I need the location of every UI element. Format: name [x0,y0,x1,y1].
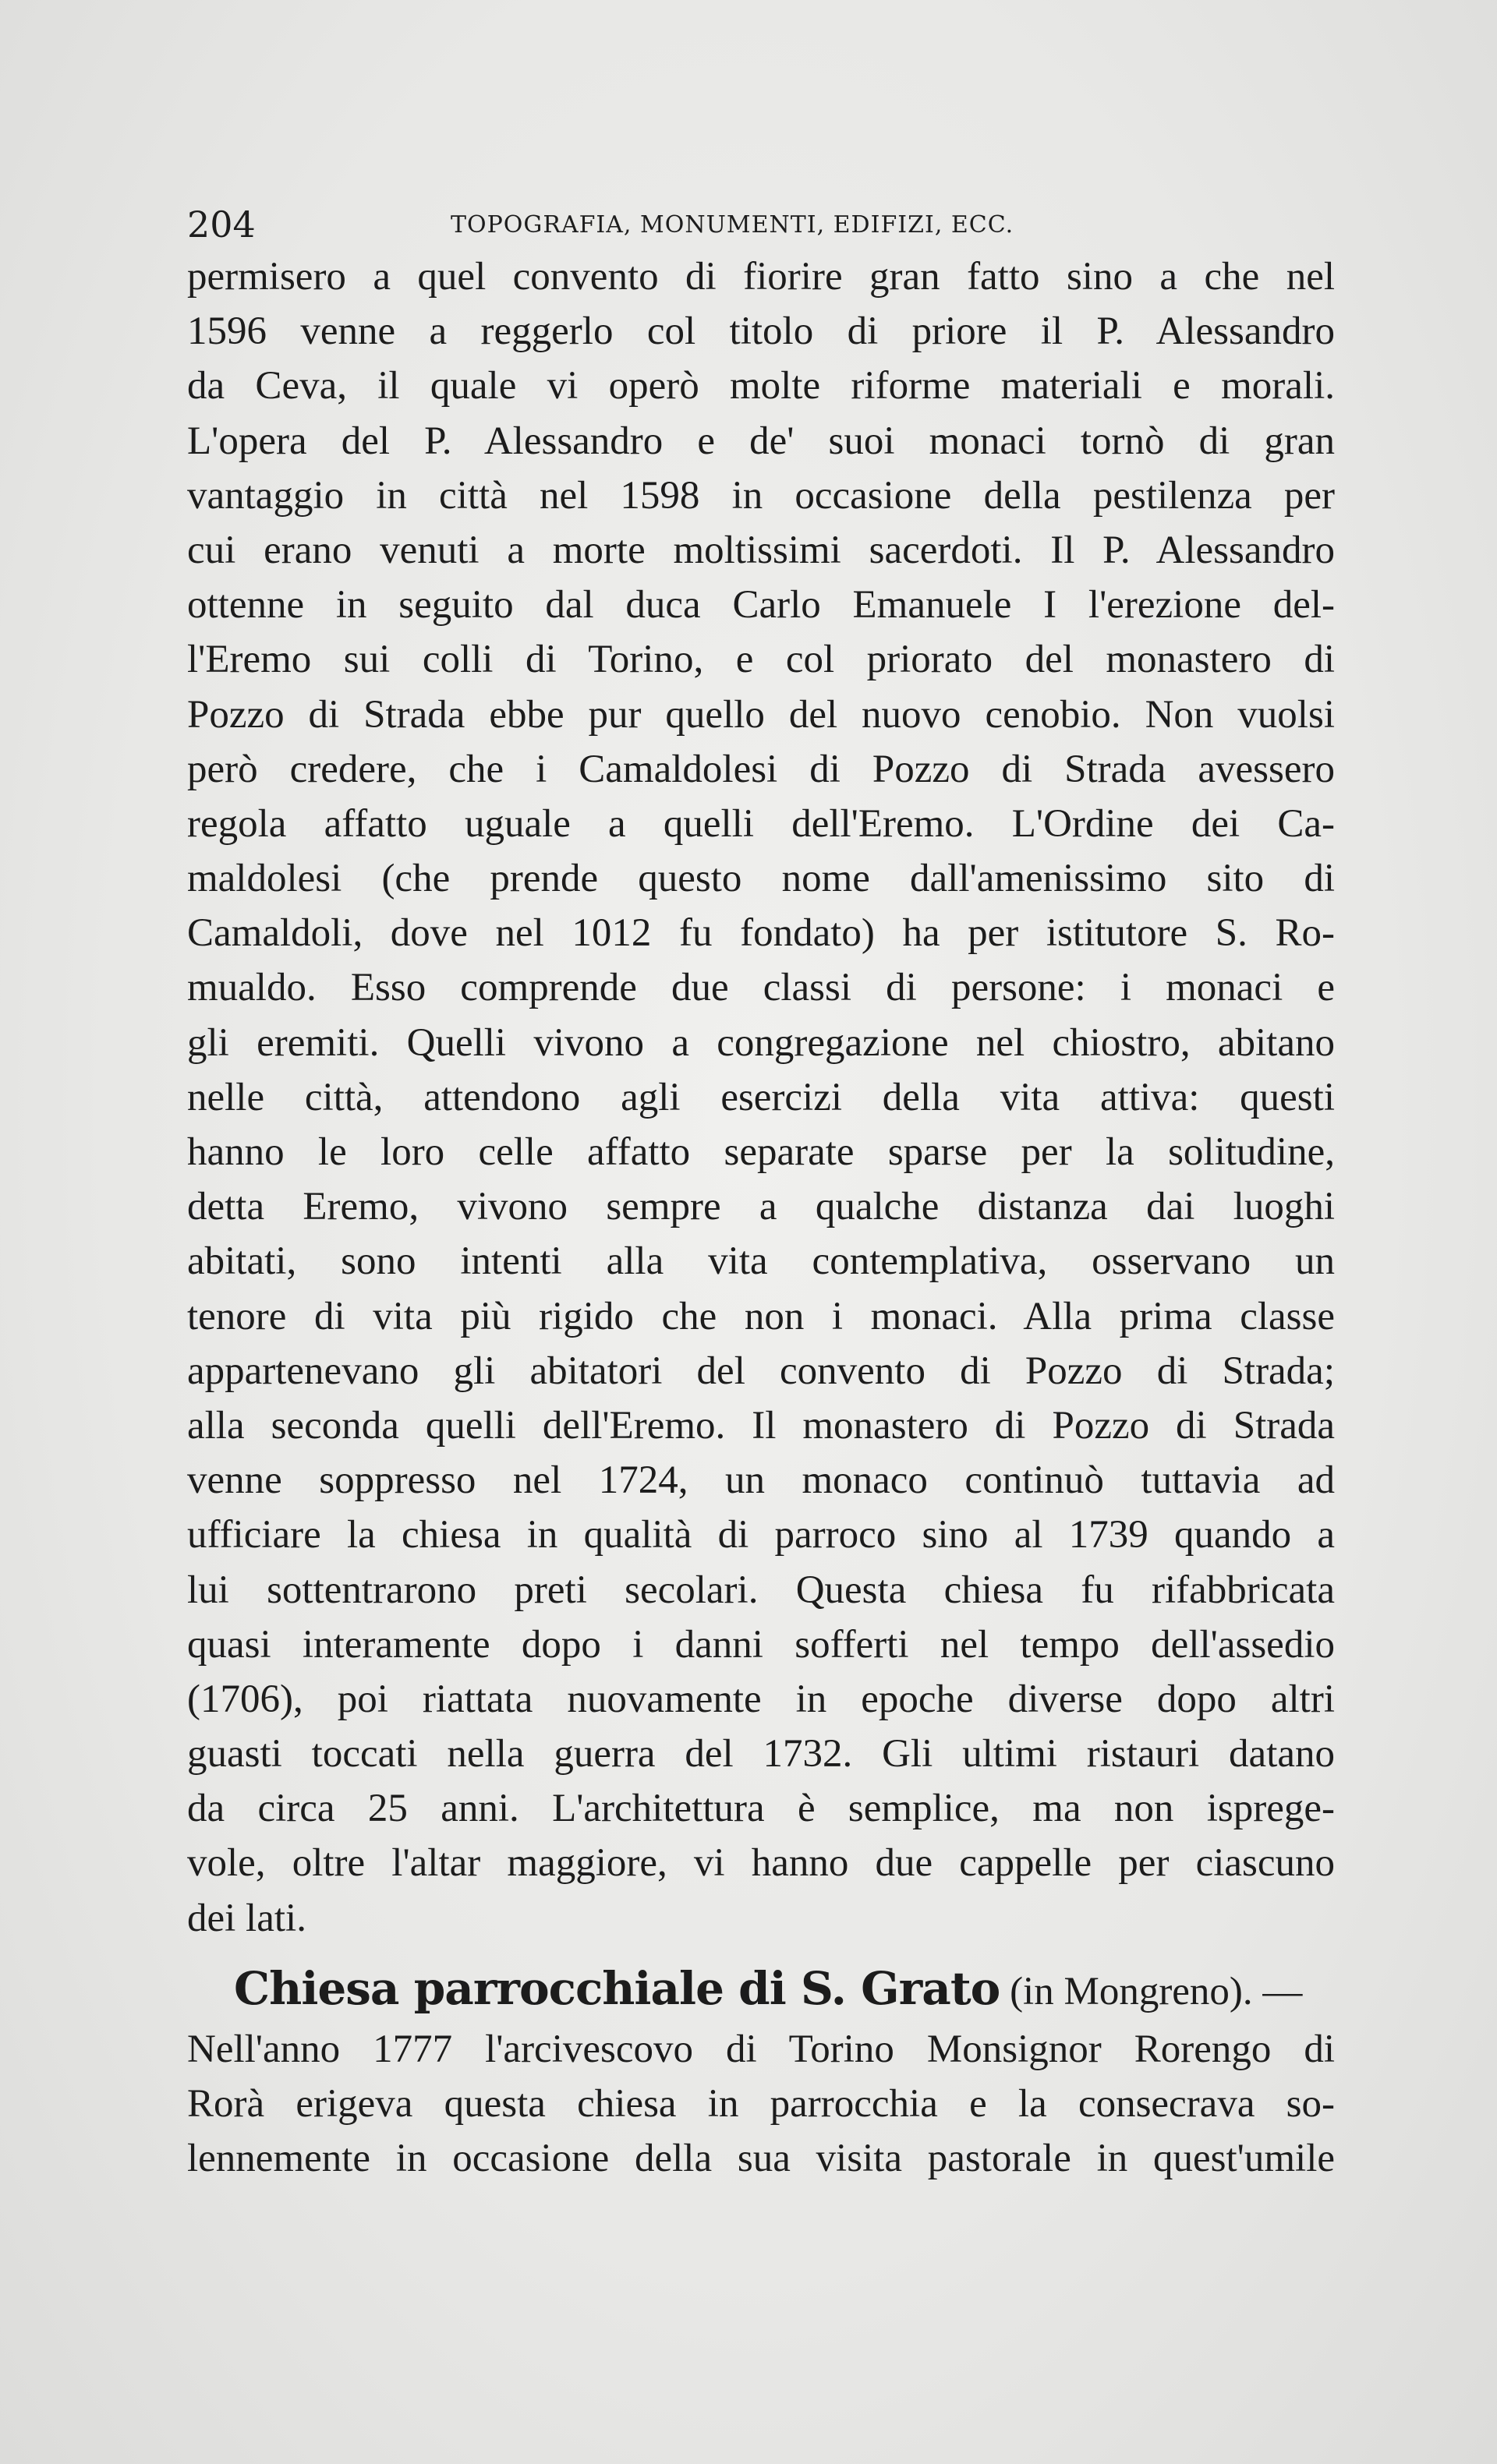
text-line: guasti toccati nella guerra del 1732. Gli ultimi ristauri datano [187,1732,1335,1776]
text-line: dei lati. [187,1896,306,1940]
text-line: cui erano venuti a morte moltissimi sacerdoti. Il P. Alessandro [187,528,1335,572]
text-line: 1596 venne a reggerlo col titolo di priore il P. Alessandro [187,309,1335,354]
text-line: ottenne in seguito dal duca Carlo Emanuele I l'erezione del- [187,583,1335,627]
text-line: Camaldoli, dove nel 1012 fu fondato) ha per istitutore S. Ro- [187,911,1335,956]
text-line: detta Eremo, vivono sempre a qualche distanza dai luoghi [187,1185,1335,1229]
running-head: TOPOGRAFIA, MONUMENTI, EDIFIZI, ECC. [451,211,1014,239]
text-line: venne soppresso nel 1724, un monaco continuò tuttavia ad [187,1458,1335,1503]
text-line: l'Eremo sui colli di Torino, e col priorato del monastero di [187,638,1335,682]
section-title: Chiesa parrocchiale di S. Grato [234,1961,1000,2015]
text-line: tenore di vita più rigido che non i monaci. Alla prima classe [187,1294,1335,1338]
text-line: quasi interamente dopo i danni sofferti nel tempo dell'assedio [187,1622,1335,1667]
text-line: abitati, sono intenti alla vita contemplativa, osservano un [187,1239,1335,1284]
text-line: nelle città, attendono agli esercizi della vita attiva: questi [187,1075,1335,1119]
text-line: lui sottentrarono preti secolari. Questa chiesa fu rifabbricata [187,1568,1335,1612]
text-line: alla seconda quelli dell'Eremo. Il monastero di Pozzo di Strada [187,1403,1335,1448]
paragraph-2 [187,2022,1335,2186]
text-line: maldolesi (che prende questo nome dall'amenissimo sito di [187,857,1335,901]
page-number: 204 [187,203,256,246]
text-line: gli eremiti. Quelli vivono a congregazione nel chiostro, abitano [187,1020,1335,1065]
page-header [187,201,1341,248]
text-line: Nell'anno 1777 l'arcivescovo di Torino Monsignor Rorengo di [187,2027,1335,2071]
text-line: Rorà erigeva questa chiesa in parrocchia e la consecrava so- [187,2082,1335,2126]
text-line: vole, oltre l'altar maggiore, vi hanno due cappelle per ciascuno [187,1841,1335,1886]
text-line: hanno le loro celle affatto separate sparse per la solitudine, [187,1130,1335,1174]
text-line: (1706), poi riattata nuovamente in epoche diverse dopo altri [187,1677,1335,1721]
text-line: mualdo. Esso comprende due classi di persone: i monaci e [187,966,1335,1010]
body-text [187,249,1335,2186]
text-line: appartenevano gli abitatori del convento di Pozzo di Strada; [187,1349,1335,1393]
section-heading [187,1958,1335,2019]
text-line: Pozzo di Strada ebbe pur quello del nuovo cenobio. Non vuolsi [187,692,1335,737]
text-line: L'opera del P. Alessandro e de' suoi monaci tornò di gran [187,419,1335,463]
text-line: regola affatto uguale a quelli dell'Eremo. L'Ordine dei Ca- [187,801,1335,846]
paragraph-1 [187,249,1335,1946]
text-line: ufficiare la chiesa in qualità di parroco sino al 1739 quando a [187,1513,1335,1557]
text-line: lennemente in occasione della sua visita pastorale in quest'umile [187,2137,1335,2181]
text-line: permisero a quel convento di fiorire gran fatto sino a che nel [187,255,1335,299]
text-line: vantaggio in città nel 1598 in occasione della pestilenza per [187,473,1335,518]
text-line: da Ceva, il quale vi operò molte riforme materiali e morali. [187,364,1335,408]
text-line: da circa 25 anni. L'architettura è semplice, ma non isprege- [187,1787,1335,1831]
text-line: però credere, che i Camaldolesi di Pozzo di Strada avessero [187,747,1335,791]
section-title-note: (in Mongreno). — [1000,1969,1303,2013]
